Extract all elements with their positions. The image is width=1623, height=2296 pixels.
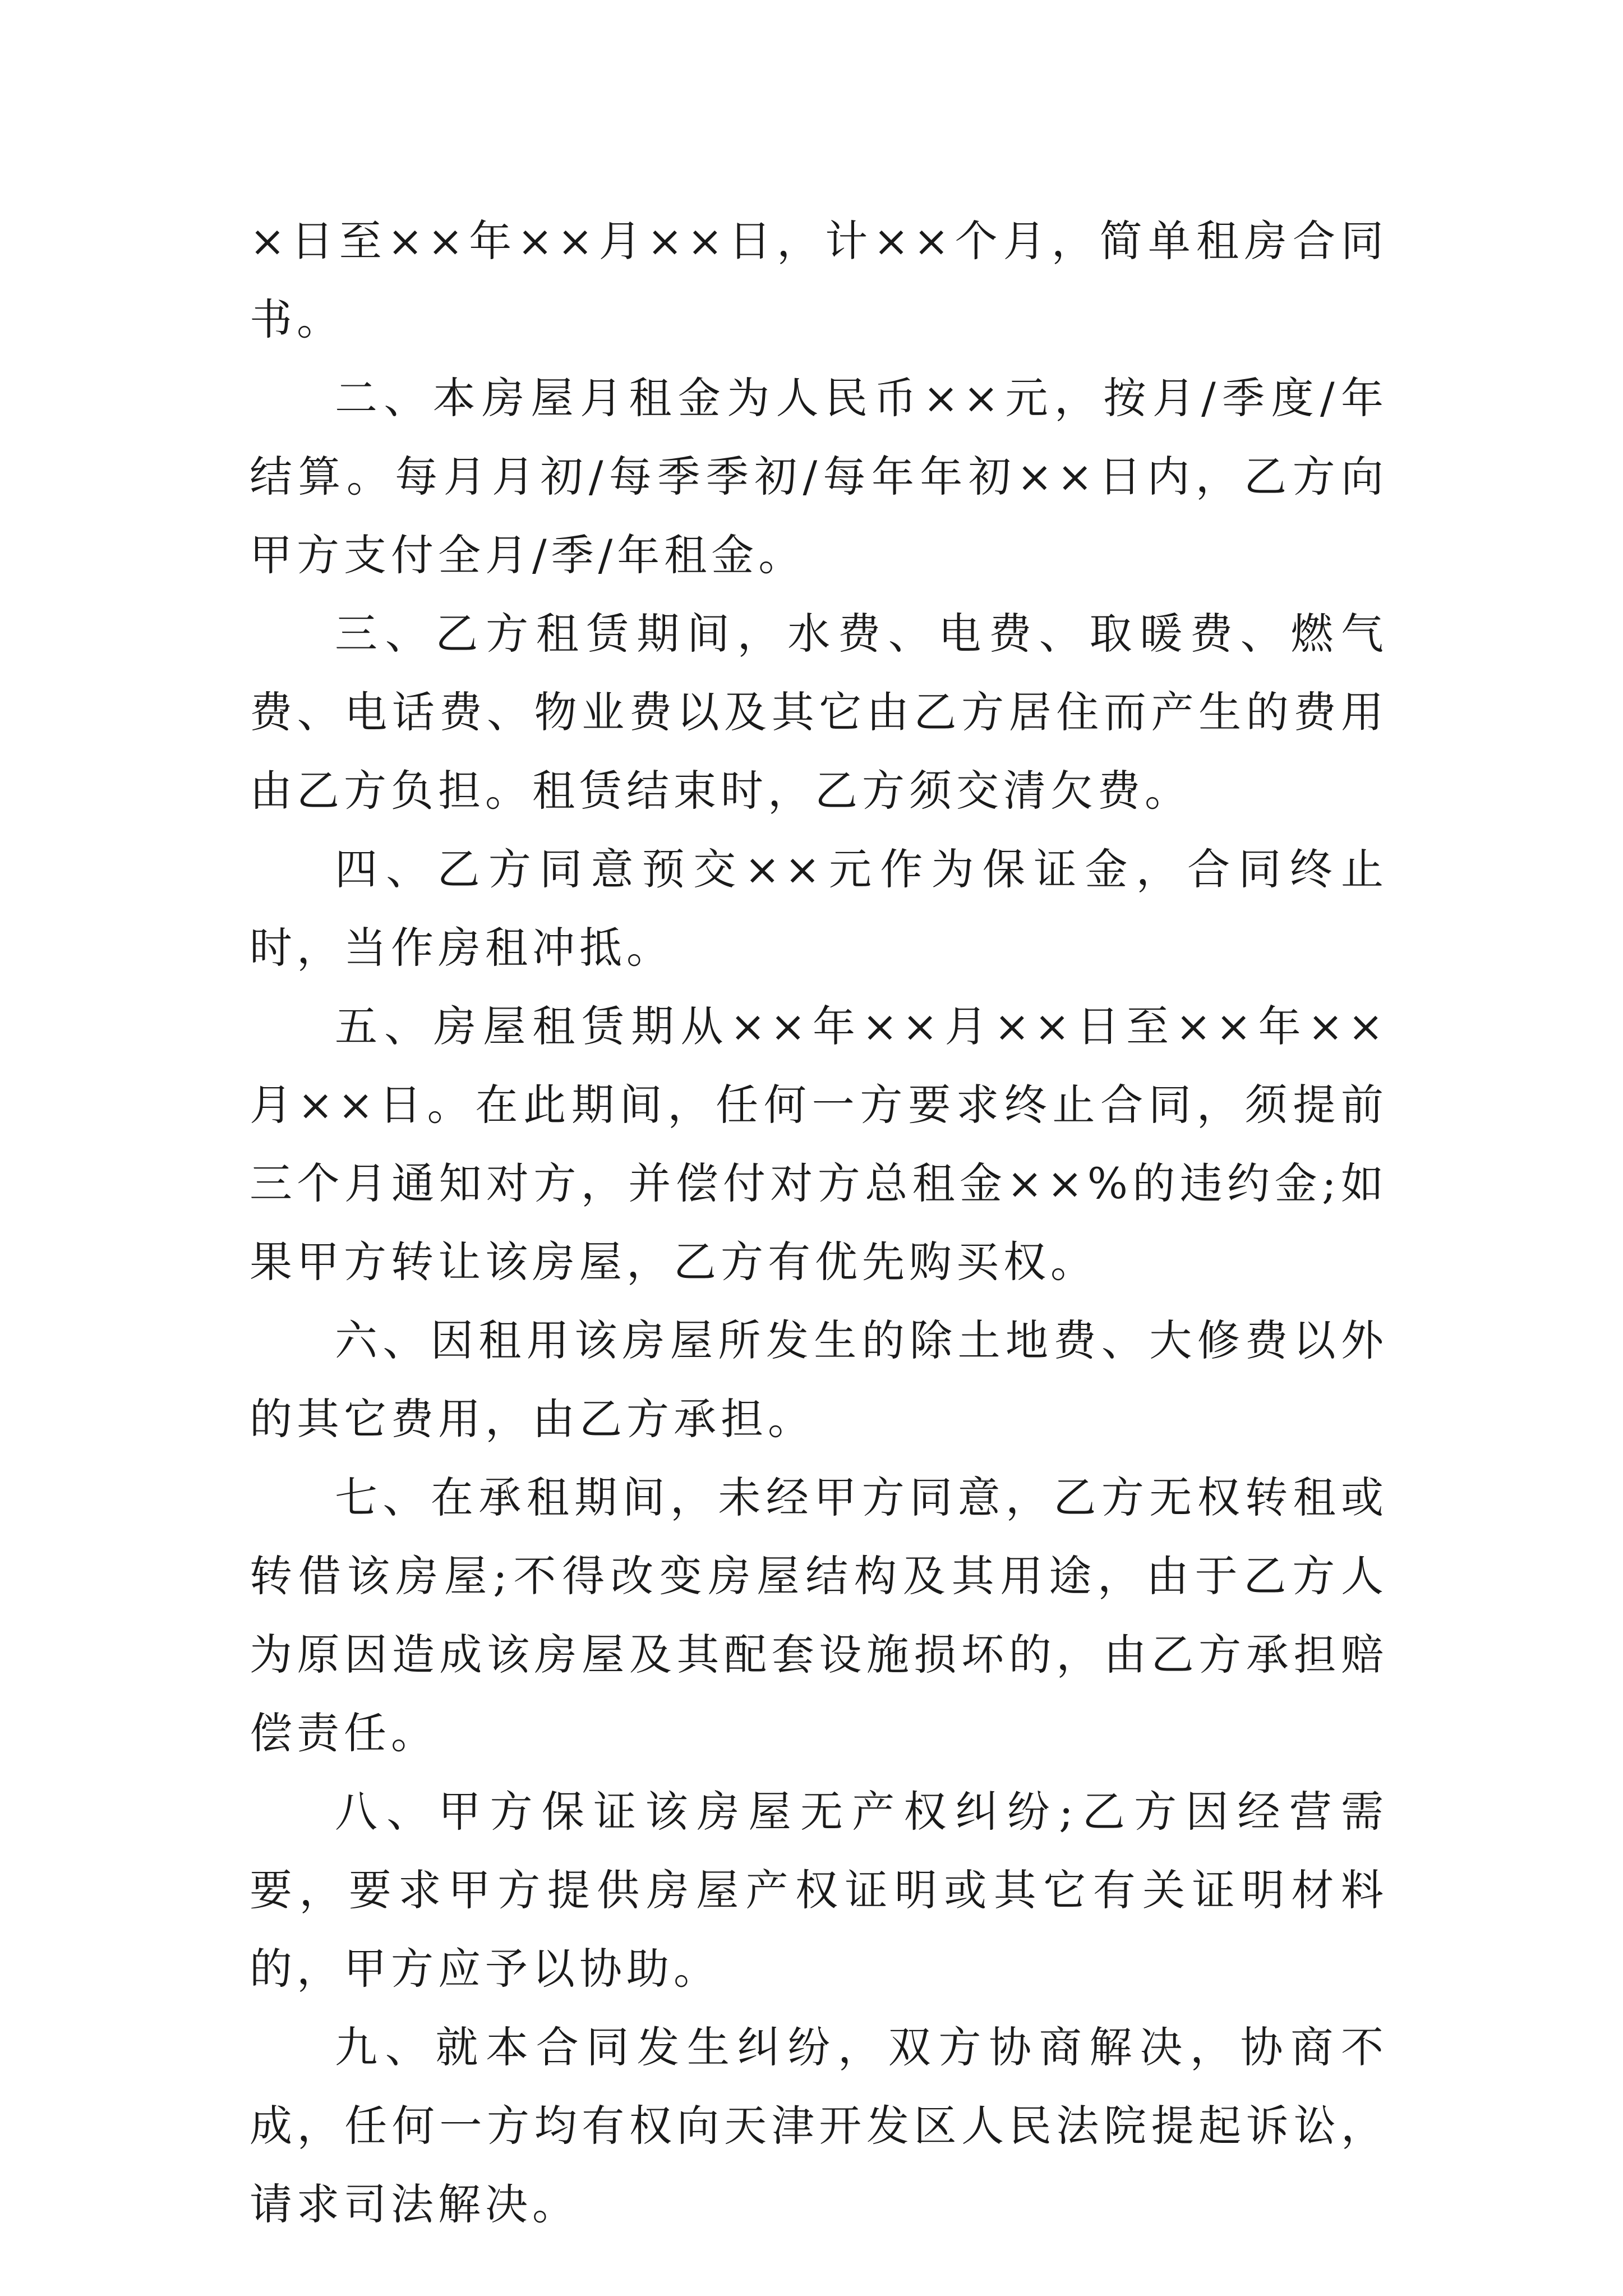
clause-4-deposit: 四、乙方同意预交××元作为保证金，合同终止时，当作房租冲抵。 bbox=[250, 844, 1388, 973]
paragraph-continuation: ×日至××年××月××日，计××个月，简单租房合同书。 bbox=[250, 216, 1388, 344]
clause-6-other-fees: 六、因租用该房屋所发生的除土地费、大修费以外的其它费用，由乙方承担。 bbox=[250, 1315, 1388, 1444]
clause-3-utilities: 三、乙方租赁期间，水费、电费、取暖费、燃气费、电话费、物业费以及其它由乙方居住而产生的费用由乙方负担。租赁结束时，乙方须交清欠费。 bbox=[250, 609, 1388, 816]
clause-2-rent: 二、本房屋月租金为人民币××元，按月/季度/年结算。每月月初/每季季初/每年年初××日内，乙方向甲方支付全月/季/年租金。 bbox=[250, 373, 1388, 580]
clause-7-sublet: 七、在承租期间，未经甲方同意，乙方无权转租或转借该房屋;不得改变房屋结构及其用途，由于乙方人为原因造成该房屋及其配套设施损坏的，由乙方承担赔偿责任。 bbox=[250, 1473, 1388, 1758]
clause-9-disputes: 九、就本合同发生纠纷，双方协商解决，协商不成，任何一方均有权向天津开发区人民法院提起诉讼，请求司法解决。 bbox=[250, 2022, 1388, 2229]
clause-8-property-rights: 八、甲方保证该房屋无产权纠纷;乙方因经营需要，要求甲方提供房屋产权证明或其它有关证明材料的，甲方应予以协助。 bbox=[250, 1787, 1388, 1994]
contract-body bbox=[250, 202, 1388, 2244]
clause-5-lease-term: 五、房屋租赁期从××年××月××日至××年××月××日。在此期间，任何一方要求终止合同，须提前三个月通知对方，并偿付对方总租金××%的违约金;如果甲方转让该房屋，乙方有优先购买权。 bbox=[250, 1001, 1388, 1287]
